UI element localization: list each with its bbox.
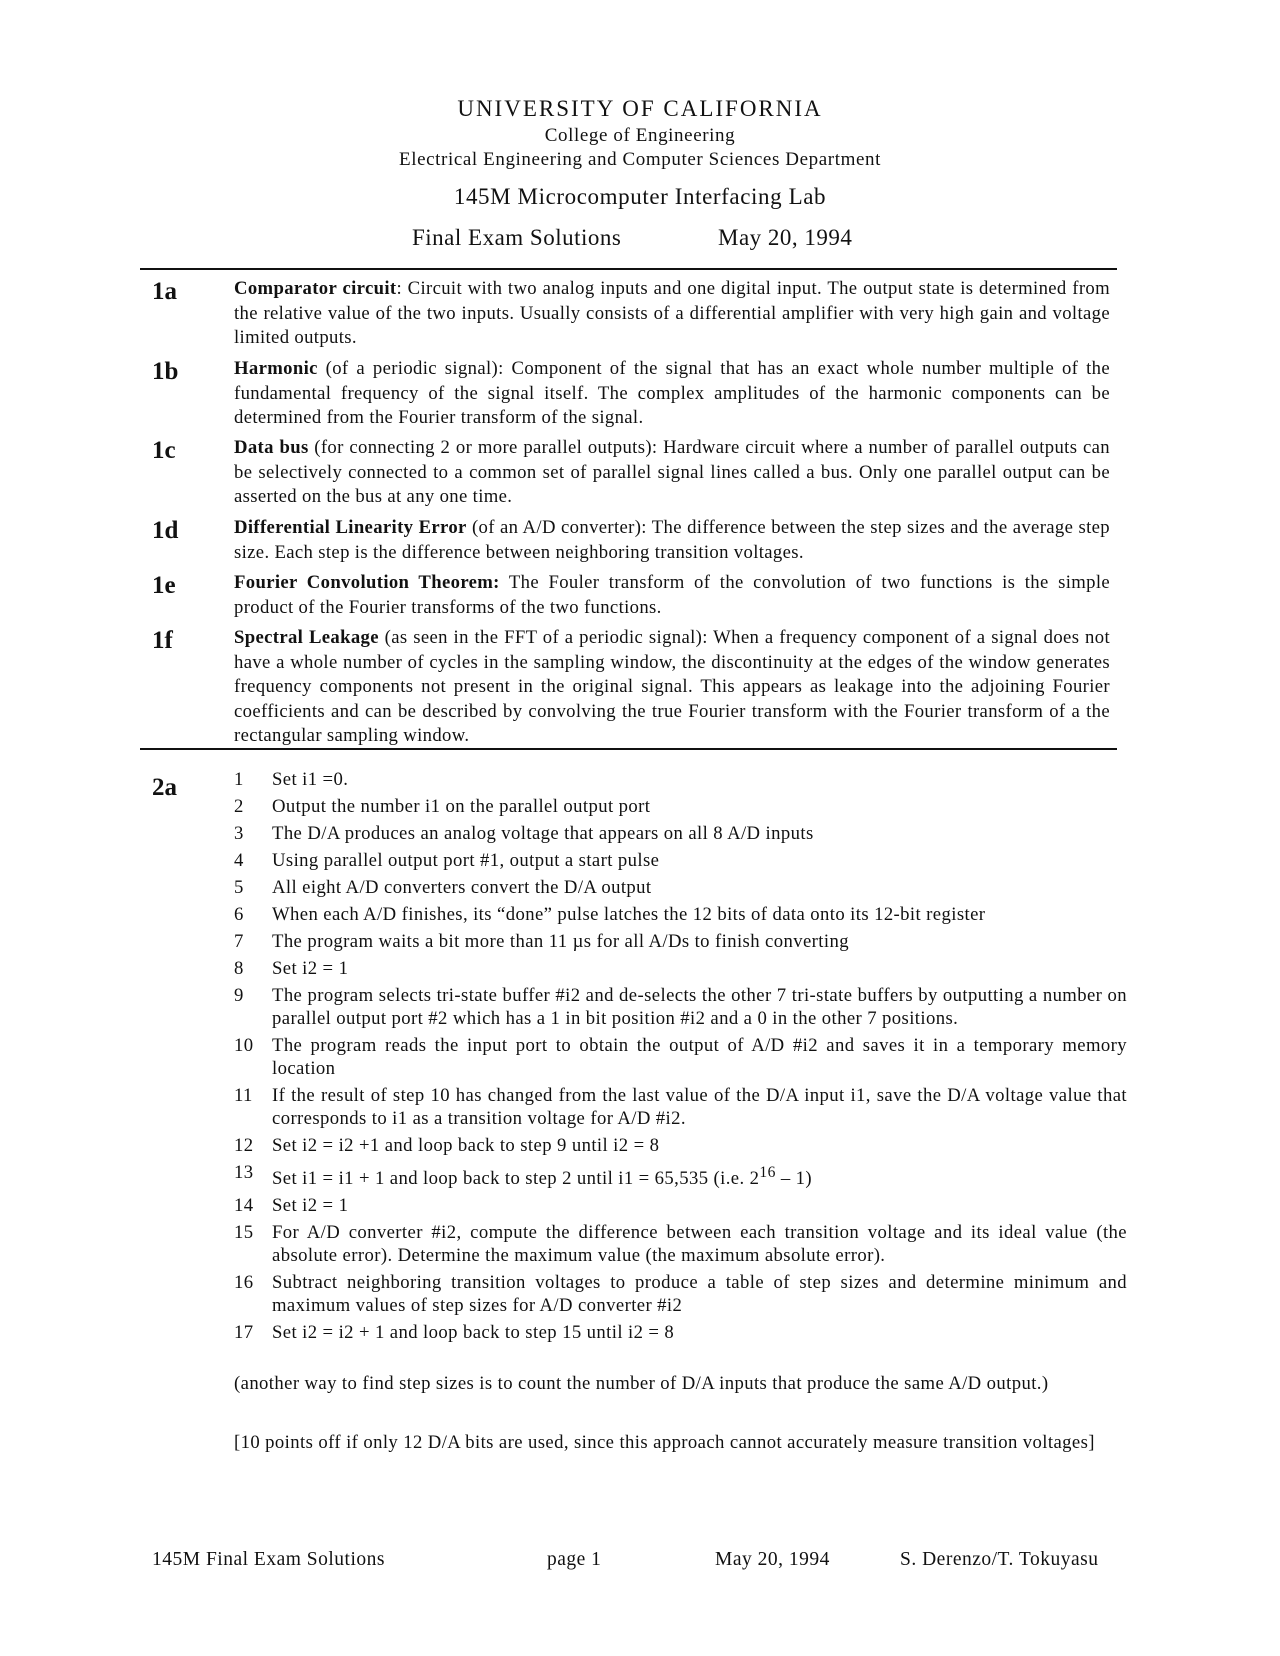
step-text: Set i2 = 1 — [272, 958, 349, 979]
document-date: May 20, 1994 — [718, 225, 853, 250]
definition: : Circuit with two analog inputs and one digital input. The output state is determined from the relative value of the two inputs. Usually consists of a differential amplifier with very high gain and voltage limited outputs. — [234, 278, 1110, 348]
definition: (for connecting 2 or more parallel outputs): Hardware circuit where a number of parallel outputs can be selectively connected to a common set of parallel signal lines called a bus. Only one parallel output can be asserted on the bus at any one time. — [234, 437, 1110, 507]
top-divider — [140, 268, 1117, 270]
step-number: 11 — [234, 1085, 253, 1106]
step-item — [140, 768, 1127, 791]
footer-authors: S. Derenzo/T. Tokuyasu — [900, 1549, 1099, 1570]
step-item — [140, 957, 1127, 980]
step-item — [140, 1134, 1127, 1157]
step-item — [140, 1271, 1127, 1317]
note-step-sizes: (another way to find step sizes is to count the number of D/A inputs that produce the same A/D output.) — [234, 1373, 1049, 1394]
step-item — [140, 849, 1127, 872]
step-number: 9 — [234, 985, 244, 1006]
step-text: Output the number i1 on the parallel output port — [272, 796, 651, 817]
step-number: 1 — [234, 769, 244, 790]
footer-title: 145M Final Exam Solutions — [152, 1549, 385, 1570]
definition: The Fouler transform of the convolution of two functions is the simple product of the Fourier transforms of the two functions. — [234, 572, 1111, 618]
question-label: 1e — [152, 572, 176, 599]
document-title: Final Exam Solutions — [412, 225, 622, 250]
step-text: When each A/D finishes, its “done” pulse latches the 12 bits of data onto its 12-bit register — [272, 904, 986, 925]
step-number: 16 — [234, 1272, 254, 1294]
step-text: Set i2 = i2 +1 and loop back to step 9 until i2 = 8 — [272, 1135, 660, 1156]
step-number: 3 — [234, 823, 244, 844]
step-text-post: – 1) — [775, 1168, 813, 1190]
step-item — [140, 1084, 1127, 1130]
question-text — [234, 626, 1110, 749]
question-label: 1c — [152, 437, 176, 464]
step-text: Set i1 =0. — [272, 769, 349, 790]
section-divider — [140, 748, 1117, 750]
step-item — [140, 903, 1127, 926]
step-text: The program reads the input port to obtain the output of A/D #i2 and saves it in a temporary memory location — [272, 1035, 1127, 1079]
step-text: For A/D converter #i2, compute the difference between each transition voltage and its ideal value (the absolute error). Determine the maximum value (the maximum absolute error). — [272, 1222, 1127, 1267]
definition: (as seen in the FFT of a periodic signal): When a frequency component of a signal does not have a whole number of cycles in the sampling window, the discontinuity at the edges of the window generates frequency components not present in the original signal. This appears as leakage into the adjoining Fourier coefficients and can be described by convolving the true Fourier transform with the Fourier transform of a the rectangular sampling window. — [234, 627, 1110, 746]
department-name: Electrical Engineering and Computer Sciences Department — [399, 149, 881, 170]
step-number: 8 — [234, 958, 244, 979]
course-title: 145M Microcomputer Interfacing Lab — [453, 184, 827, 209]
step-item — [140, 1194, 1127, 1217]
procedure-steps — [140, 768, 1127, 1348]
term: Fourier Convolution Theorem: — [234, 572, 500, 593]
definition: (of an A/D converter): The difference between the step sizes and the average step size. Each step is the difference between neighboring transition voltages. — [234, 517, 1111, 563]
term: Comparator circuit — [234, 278, 397, 299]
definition: (of a periodic signal): Component of the signal that has an exact whole number multiple of the fundamental frequency of the signal itself. The complex amplitudes of the harmonic components can be determined from the Fourier transform of the signal. — [234, 358, 1110, 428]
step-number: 6 — [234, 904, 244, 925]
step-item — [140, 1321, 1127, 1344]
term: Differential Linearity Error — [234, 517, 467, 538]
step-number: 4 — [234, 850, 244, 871]
step-number: 12 — [234, 1135, 254, 1156]
question-text — [234, 571, 1110, 620]
step-number: 17 — [234, 1322, 254, 1344]
note-grading: [10 points off if only 12 D/A bits are used, since this approach cannot accurately measure transition voltages] — [234, 1432, 1095, 1453]
question-label: 1b — [152, 358, 179, 385]
exponent: 16 — [759, 1164, 776, 1181]
step-text: The D/A produces an analog voltage that appears on all 8 A/D inputs — [272, 823, 814, 844]
college-name: College of Engineering — [544, 125, 736, 146]
step-item — [140, 1221, 1127, 1267]
step-text: All eight A/D converters convert the D/A output — [272, 877, 652, 898]
term: Spectral Leakage — [234, 627, 379, 648]
footer-page-number: page 1 — [547, 1549, 602, 1570]
step-number: 13 — [234, 1162, 254, 1183]
term: Data bus — [234, 437, 309, 458]
step-text: The program waits a bit more than 11 µs for all A/Ds to finish converting — [272, 931, 849, 952]
question-label: 1d — [152, 517, 179, 544]
step-text — [272, 1161, 1127, 1190]
step-number: 15 — [234, 1222, 254, 1244]
question-text — [234, 436, 1110, 510]
step-number: 14 — [234, 1195, 254, 1217]
step-item — [140, 930, 1127, 953]
step-item — [140, 984, 1127, 1030]
footer-date: May 20, 1994 — [715, 1549, 830, 1570]
step-text: Set i2 = 1 — [272, 1195, 349, 1217]
step-item — [140, 1161, 1127, 1190]
question-text — [234, 357, 1110, 431]
step-number: 5 — [234, 877, 244, 898]
term: Harmonic — [234, 358, 318, 379]
step-number: 2 — [234, 796, 244, 817]
step-text: Set i2 = i2 + 1 and loop back to step 15 until i2 = 8 — [272, 1322, 675, 1344]
step-text: If the result of step 10 has changed from the last value of the D/A input i1, save the D/A voltage value that corresponds to i1 as a transition voltage for A/D #i2. — [272, 1085, 1127, 1129]
question-text — [234, 277, 1110, 351]
question-text — [234, 516, 1110, 565]
step-text: Using parallel output port #1, output a start pulse — [272, 850, 660, 871]
step-number: 7 — [234, 931, 244, 952]
step-number: 10 — [234, 1035, 254, 1056]
question-label: 2a — [152, 774, 177, 801]
step-item — [140, 822, 1127, 845]
question-label: 1f — [152, 627, 173, 654]
step-item — [140, 1034, 1127, 1080]
step-text: The program selects tri-state buffer #i2 and de-selects the other 7 tri-state buffers by outputting a number on parallel output port #2 which has a 1 in bit position #i2 and a 0 in the other 7 positions. — [272, 985, 1127, 1029]
university-name: UNIVERSITY OF CALIFORNIA — [457, 96, 823, 121]
step-text: Subtract neighboring transition voltages to produce a table of step sizes and determine minimum and maximum values of step sizes for A/D converter #i2 — [272, 1272, 1127, 1317]
step-item — [140, 795, 1127, 818]
question-label: 1a — [152, 278, 177, 305]
step-item — [140, 876, 1127, 899]
step-text-pre: Set i1 = i1 + 1 and loop back to step 2 until i1 = 65,535 (i.e. 2 — [272, 1168, 760, 1190]
